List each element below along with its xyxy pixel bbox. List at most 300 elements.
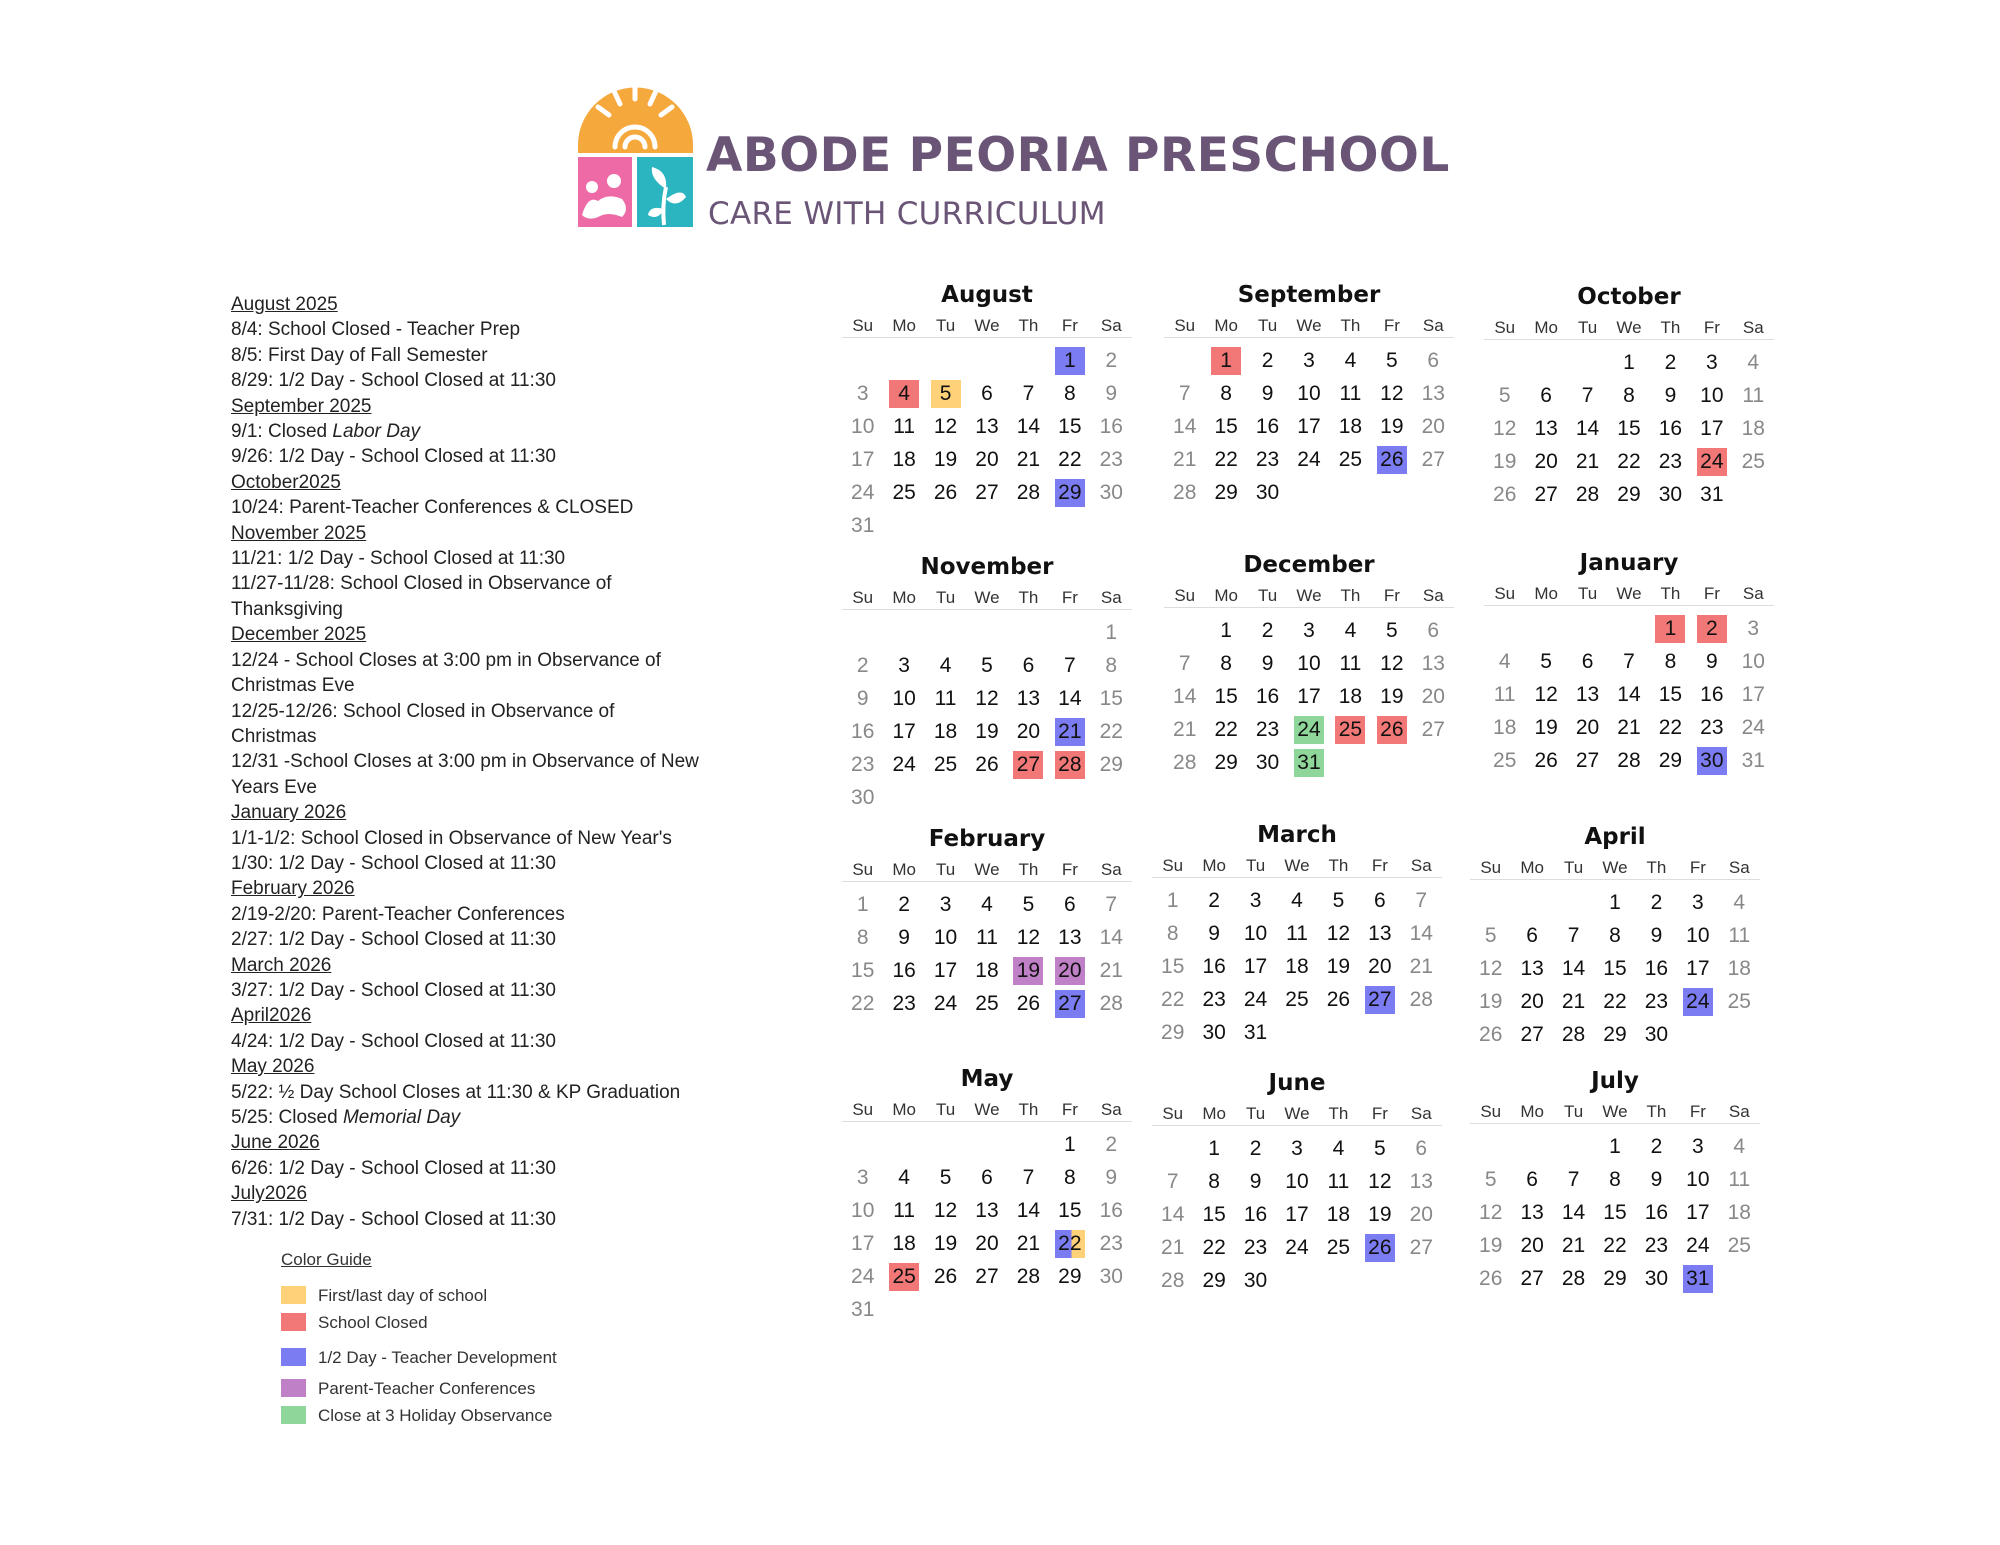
day-cell — [1636, 1230, 1677, 1261]
day-cell — [1567, 646, 1608, 677]
day-number: 10 — [1297, 382, 1321, 405]
day-number: 12 — [1479, 957, 1503, 980]
day-cell — [1470, 1197, 1511, 1228]
day-cell — [1594, 887, 1635, 918]
day-cell — [1484, 380, 1525, 411]
day-cell — [925, 988, 966, 1019]
day-number: 30 — [851, 786, 875, 809]
day-number: 3 — [1291, 1137, 1303, 1160]
weekday-label: Fr — [1371, 1104, 1388, 1123]
closed-swatch — [281, 1313, 306, 1331]
month-november — [842, 554, 1132, 813]
event-line — [231, 775, 751, 800]
event-line — [231, 1156, 751, 1181]
day-number: 14 — [1173, 685, 1197, 708]
day-number: 7 — [1178, 382, 1191, 405]
weekday-label: Su — [1494, 584, 1516, 603]
day-number: 22 — [1603, 990, 1627, 1013]
school-logo-icon — [578, 75, 693, 227]
event-text: August 2025 — [231, 294, 338, 315]
weekday-label: Su — [852, 588, 874, 607]
day-cell — [1371, 681, 1412, 712]
day-cell — [1401, 984, 1442, 1015]
day-number: 24 — [851, 481, 875, 504]
day-number: 9 — [1650, 1168, 1663, 1191]
empty-cell — [1567, 347, 1608, 378]
day-number: 16 — [1243, 1203, 1268, 1226]
day-cell — [1567, 380, 1608, 411]
weekday-label: Tu — [935, 860, 956, 879]
day-cell — [1205, 378, 1246, 409]
day-number: 16 — [892, 959, 916, 982]
guide-label: 1/2 Day - Teacher Development — [318, 1348, 557, 1367]
day-number: 23 — [892, 992, 916, 1015]
day-number: 27 — [1421, 448, 1445, 471]
day-cell — [1049, 749, 1090, 780]
weekday-label: Fr — [1703, 584, 1720, 603]
event-line — [231, 724, 751, 749]
weekday-label: Fr — [1061, 588, 1078, 607]
day-cell — [1288, 444, 1329, 475]
month-title: January — [1579, 550, 1679, 576]
day-number: 16 — [1644, 957, 1669, 980]
day-number: 6 — [1022, 654, 1035, 677]
weekday-header — [1484, 584, 1774, 606]
weekday-header — [842, 860, 1132, 882]
day-cell — [1276, 918, 1317, 949]
day-number: 22 — [1055, 1230, 1085, 1258]
day-cell — [1318, 1133, 1359, 1164]
day-cell — [1164, 648, 1205, 679]
day-cell — [1205, 681, 1246, 712]
day-number: 21 — [1575, 450, 1600, 473]
day-number: 25 — [1727, 1234, 1751, 1257]
day-cell — [1511, 1197, 1552, 1228]
day-cell — [1636, 1019, 1677, 1050]
day-cell — [842, 683, 883, 714]
day-number: 13 — [1421, 652, 1445, 675]
day-cell — [966, 411, 1007, 442]
day-number: 28 — [1173, 481, 1197, 504]
day-cell — [1413, 378, 1454, 409]
day-number: 9 — [1706, 650, 1718, 673]
day-cell — [1525, 446, 1566, 477]
weekday-label: Fr — [1383, 586, 1400, 605]
event-text: 7/31: 1/2 Day - School Closed at 11:30 — [231, 1208, 556, 1230]
day-cell — [1288, 648, 1329, 679]
day-number: 8 — [856, 926, 869, 949]
day-number: 28 — [1173, 751, 1197, 774]
day-number: 7 — [1567, 924, 1580, 947]
day-number: 2 — [1650, 1135, 1663, 1158]
day-cell — [1511, 986, 1552, 1017]
day-number: 12 — [1380, 652, 1404, 675]
day-cell — [1677, 1263, 1718, 1294]
day-number: 7 — [1022, 1166, 1035, 1189]
month-july — [1470, 1068, 1760, 1294]
event-text: 10/24: Parent-Teacher Conferences & CLOSED — [231, 497, 634, 519]
day-cell — [1691, 347, 1732, 378]
day-cell — [1288, 378, 1329, 409]
day-cell — [966, 683, 1007, 714]
month-april — [1470, 824, 1760, 1050]
day-cell — [1091, 683, 1132, 714]
day-number: 13 — [1520, 957, 1544, 980]
guide-item-holiday — [281, 1406, 552, 1426]
month-august — [842, 282, 1132, 541]
weekday-label: We — [974, 588, 1000, 607]
day-cell — [1608, 646, 1649, 677]
day-number: 24 — [1294, 716, 1324, 744]
color-guide — [281, 1250, 557, 1425]
day-number: 13 — [1534, 417, 1558, 440]
guide-item-ptc — [281, 1379, 535, 1399]
weekday-label: We — [1284, 856, 1310, 875]
day-number: 7 — [1623, 650, 1635, 673]
day-cell — [1247, 345, 1288, 376]
day-cell — [1691, 446, 1732, 477]
day-number: 7 — [1415, 889, 1428, 912]
weekday-label: We — [1616, 584, 1642, 603]
day-number: 17 — [1285, 1203, 1309, 1226]
day-cell — [1553, 920, 1594, 951]
day-cell — [1733, 646, 1774, 677]
day-cell — [1371, 714, 1412, 745]
day-cell — [966, 1162, 1007, 1193]
day-number: 6 — [1540, 384, 1552, 407]
day-number: 19 — [1493, 450, 1517, 473]
day-number: 16 — [1099, 415, 1123, 438]
day-number: 14 — [1161, 1203, 1185, 1226]
day-cell — [1677, 1197, 1718, 1228]
day-cell — [1525, 479, 1566, 510]
day-cell — [1091, 1261, 1132, 1292]
day-cell — [1091, 617, 1132, 648]
day-cell — [1650, 712, 1691, 743]
weekday-label: Su — [852, 1100, 874, 1119]
weekday-label: Fr — [1383, 316, 1400, 335]
day-number: 28 — [1016, 1265, 1041, 1288]
day-number: 26 — [1534, 749, 1558, 772]
day-cell — [1677, 920, 1718, 951]
day-number: 22 — [1617, 450, 1641, 473]
guide-item-half-day — [281, 1348, 557, 1368]
day-cell — [1691, 479, 1732, 510]
weekday-label: We — [974, 316, 1000, 335]
empty-cell — [966, 1129, 1007, 1160]
weekday-label: Fr — [1703, 318, 1720, 337]
day-cell — [1276, 1232, 1317, 1263]
weekday-label: Tu — [1257, 316, 1278, 335]
day-number: 7 — [1022, 382, 1035, 405]
event-line — [231, 749, 751, 774]
event-month-heading — [231, 1130, 751, 1155]
day-cell — [1049, 477, 1090, 508]
day-cell — [1484, 745, 1525, 776]
day-number: 29 — [1214, 751, 1238, 774]
day-number: 19 — [975, 720, 999, 743]
weekday-label: Mo — [892, 588, 916, 607]
day-cell — [1276, 1133, 1317, 1164]
empty-cell — [966, 345, 1007, 376]
day-number: 9 — [1105, 1166, 1118, 1189]
day-number: 12 — [1016, 926, 1041, 949]
day-cell — [1359, 918, 1400, 949]
day-number: 19 — [1380, 685, 1404, 708]
weekday-label: Sa — [1100, 316, 1122, 335]
day-cell — [1650, 446, 1691, 477]
day-cell — [1235, 984, 1276, 1015]
day-cell — [1470, 1230, 1511, 1261]
day-cell — [883, 411, 924, 442]
day-number: 30 — [1099, 481, 1123, 504]
day-cell — [1553, 986, 1594, 1017]
day-number: 21 — [1016, 1232, 1041, 1255]
event-text: 4/24: 1/2 Day - School Closed at 11:30 — [231, 1030, 556, 1052]
day-grid — [842, 889, 1132, 1019]
day-cell — [1650, 745, 1691, 776]
day-cell — [1484, 679, 1525, 710]
day-number: 19 — [1479, 1234, 1503, 1257]
day-number: 19 — [933, 1232, 958, 1255]
day-cell — [1608, 679, 1649, 710]
day-cell — [1049, 1129, 1090, 1160]
empty-cell — [1470, 1131, 1511, 1162]
day-number: 29 — [1603, 1267, 1627, 1290]
day-cell — [1164, 714, 1205, 745]
day-cell — [1359, 1133, 1400, 1164]
day-number: 10 — [1686, 924, 1710, 947]
first-last-swatch — [281, 1286, 306, 1304]
day-number: 3 — [856, 1166, 869, 1189]
day-number: 9 — [1664, 384, 1677, 407]
event-text: Years Eve — [231, 776, 317, 798]
day-number: 4 — [898, 1166, 910, 1189]
day-cell — [883, 1261, 924, 1292]
day-number: 22 — [1099, 720, 1123, 743]
day-number: 20 — [975, 448, 999, 471]
day-number: 19 — [1326, 955, 1351, 978]
day-number: 5 — [1386, 349, 1398, 372]
day-number: 4 — [1733, 1135, 1746, 1158]
month-title: August — [941, 282, 1033, 308]
day-number: 22 — [1214, 448, 1238, 471]
day-cell — [883, 477, 924, 508]
day-number: 20 — [1575, 716, 1600, 739]
day-cell — [883, 955, 924, 986]
day-cell — [1359, 951, 1400, 982]
day-number: 13 — [975, 1199, 999, 1222]
day-number: 27 — [1365, 986, 1395, 1014]
day-cell — [1152, 918, 1193, 949]
weekday-label: Th — [1328, 856, 1349, 875]
day-number: 7 — [1166, 1170, 1179, 1193]
day-cell — [1719, 986, 1760, 1017]
day-number: 3 — [1249, 889, 1262, 912]
event-line — [231, 1105, 751, 1130]
day-cell — [966, 444, 1007, 475]
day-cell — [1553, 1019, 1594, 1050]
day-number: 8 — [1623, 384, 1635, 407]
day-number: 11 — [893, 1199, 916, 1222]
day-number: 24 — [1686, 1234, 1710, 1257]
day-cell — [1567, 413, 1608, 444]
day-number: 3 — [898, 654, 910, 677]
event-line — [231, 317, 751, 342]
day-number: 12 — [1326, 922, 1351, 945]
day-cell — [925, 1261, 966, 1292]
event-text: 1/30: 1/2 Day - School Closed at 11:30 — [231, 852, 556, 874]
day-cell — [1636, 1131, 1677, 1162]
day-cell — [1567, 712, 1608, 743]
guide-label: Parent-Teacher Conferences — [318, 1379, 536, 1398]
event-month-heading — [231, 394, 751, 419]
day-number: 19 — [1013, 957, 1043, 985]
day-cell — [1247, 411, 1288, 442]
day-cell — [1049, 650, 1090, 681]
day-number: 17 — [1686, 1201, 1710, 1224]
day-cell — [1636, 1164, 1677, 1195]
event-text: 9/26: 1/2 Day - School Closed at 11:30 — [231, 446, 556, 468]
day-cell — [1413, 648, 1454, 679]
day-number: 26 — [1365, 1234, 1395, 1262]
event-month-heading — [231, 470, 751, 495]
day-number: 23 — [1255, 448, 1280, 471]
day-cell — [1359, 1232, 1400, 1263]
day-number: 17 — [851, 448, 875, 471]
day-cell — [1401, 1232, 1442, 1263]
day-number: 19 — [1534, 716, 1558, 739]
day-cell — [1164, 747, 1205, 778]
day-number: 18 — [892, 1232, 916, 1255]
weekday-label: Su — [852, 860, 874, 879]
day-number: 17 — [851, 1232, 875, 1255]
day-number: 15 — [1058, 415, 1082, 438]
day-number: 19 — [1368, 1203, 1392, 1226]
day-number: 30 — [1255, 751, 1280, 774]
day-number: 26 — [1479, 1267, 1503, 1290]
day-cell — [1608, 413, 1649, 444]
day-cell — [1091, 477, 1132, 508]
day-cell — [1691, 712, 1732, 743]
day-number: 17 — [1297, 685, 1321, 708]
day-number: 5 — [1498, 384, 1511, 407]
day-number: 14 — [1058, 687, 1082, 710]
event-text: 12/25-12/26: School Closed in Observance of — [231, 700, 615, 722]
day-cell — [1152, 984, 1193, 1015]
day-number: 30 — [1255, 481, 1280, 504]
day-number: 21 — [1409, 955, 1433, 978]
event-line — [231, 826, 751, 851]
color-guide-title: Color Guide — [281, 1250, 372, 1269]
day-cell — [1205, 477, 1246, 508]
day-cell — [1235, 1265, 1276, 1296]
event-holiday-name: Labor Day — [332, 421, 421, 443]
day-number: 30 — [1644, 1023, 1669, 1046]
day-number: 18 — [1741, 417, 1765, 440]
day-cell — [1719, 887, 1760, 918]
day-number: 24 — [892, 753, 916, 776]
day-number: 9 — [1208, 922, 1220, 945]
empty-cell — [1008, 345, 1049, 376]
event-text: 2/19-2/20: Parent-Teacher Conferences — [231, 903, 565, 925]
day-number: 10 — [851, 415, 875, 438]
day-cell — [1691, 646, 1732, 677]
day-cell — [1608, 446, 1649, 477]
day-number: 27 — [975, 481, 999, 504]
event-holiday-name: Memorial Day — [342, 1107, 461, 1128]
day-number: 7 — [1064, 654, 1076, 677]
day-number: 27 — [1013, 751, 1043, 779]
month-title: December — [1243, 552, 1375, 578]
weekday-label: Th — [1660, 318, 1681, 337]
day-cell — [1318, 1166, 1359, 1197]
day-number: 9 — [856, 687, 869, 710]
day-cell — [1235, 1232, 1276, 1263]
day-cell — [883, 716, 924, 747]
day-cell — [1276, 984, 1317, 1015]
day-number: 4 — [1747, 351, 1760, 374]
event-text: September 2025 — [231, 395, 372, 417]
event-text: 5/25: Closed — [231, 1107, 343, 1128]
day-number: 23 — [1700, 716, 1724, 739]
day-number: 6 — [1415, 1137, 1428, 1160]
day-cell — [925, 716, 966, 747]
day-number: 6 — [1526, 924, 1538, 947]
weekday-label: Th — [1018, 860, 1039, 879]
day-number: 7 — [1105, 893, 1118, 916]
day-cell — [1049, 683, 1090, 714]
event-line — [231, 1207, 751, 1232]
weekday-label: Th — [1340, 316, 1361, 335]
day-number: 4 — [1344, 619, 1357, 642]
day-number: 8 — [1220, 652, 1232, 675]
day-number: 8 — [1609, 924, 1621, 947]
day-number: 15 — [1099, 687, 1123, 710]
day-cell — [1049, 411, 1090, 442]
weekday-label: Tu — [1245, 1104, 1266, 1123]
weekday-label: We — [1602, 1102, 1628, 1121]
day-cell — [1318, 984, 1359, 1015]
day-grid — [1152, 1133, 1442, 1296]
weekday-label: We — [974, 1100, 1000, 1119]
day-number: 14 — [1173, 415, 1197, 438]
day-cell — [1553, 1230, 1594, 1261]
day-number: 22 — [1214, 718, 1238, 741]
empty-cell — [1525, 613, 1566, 644]
day-cell — [1525, 679, 1566, 710]
day-cell — [1553, 1263, 1594, 1294]
day-cell — [1594, 1164, 1635, 1195]
day-number: 20 — [1409, 1203, 1433, 1226]
empty-cell — [1164, 345, 1205, 376]
day-number: 8 — [1105, 654, 1118, 677]
day-cell — [1401, 1133, 1442, 1164]
weekday-label: Su — [1162, 856, 1184, 875]
day-number: 28 — [1055, 751, 1085, 779]
day-cell — [1719, 1197, 1760, 1228]
day-cell — [883, 650, 924, 681]
day-cell — [1235, 1133, 1276, 1164]
day-cell — [966, 1195, 1007, 1226]
day-number: 3 — [1303, 619, 1315, 642]
day-number: 23 — [1099, 448, 1123, 471]
day-cell — [1330, 411, 1371, 442]
weekday-label: Tu — [1577, 584, 1598, 603]
day-cell — [1193, 1265, 1234, 1296]
weekday-label: Su — [1174, 316, 1196, 335]
day-cell — [1330, 615, 1371, 646]
